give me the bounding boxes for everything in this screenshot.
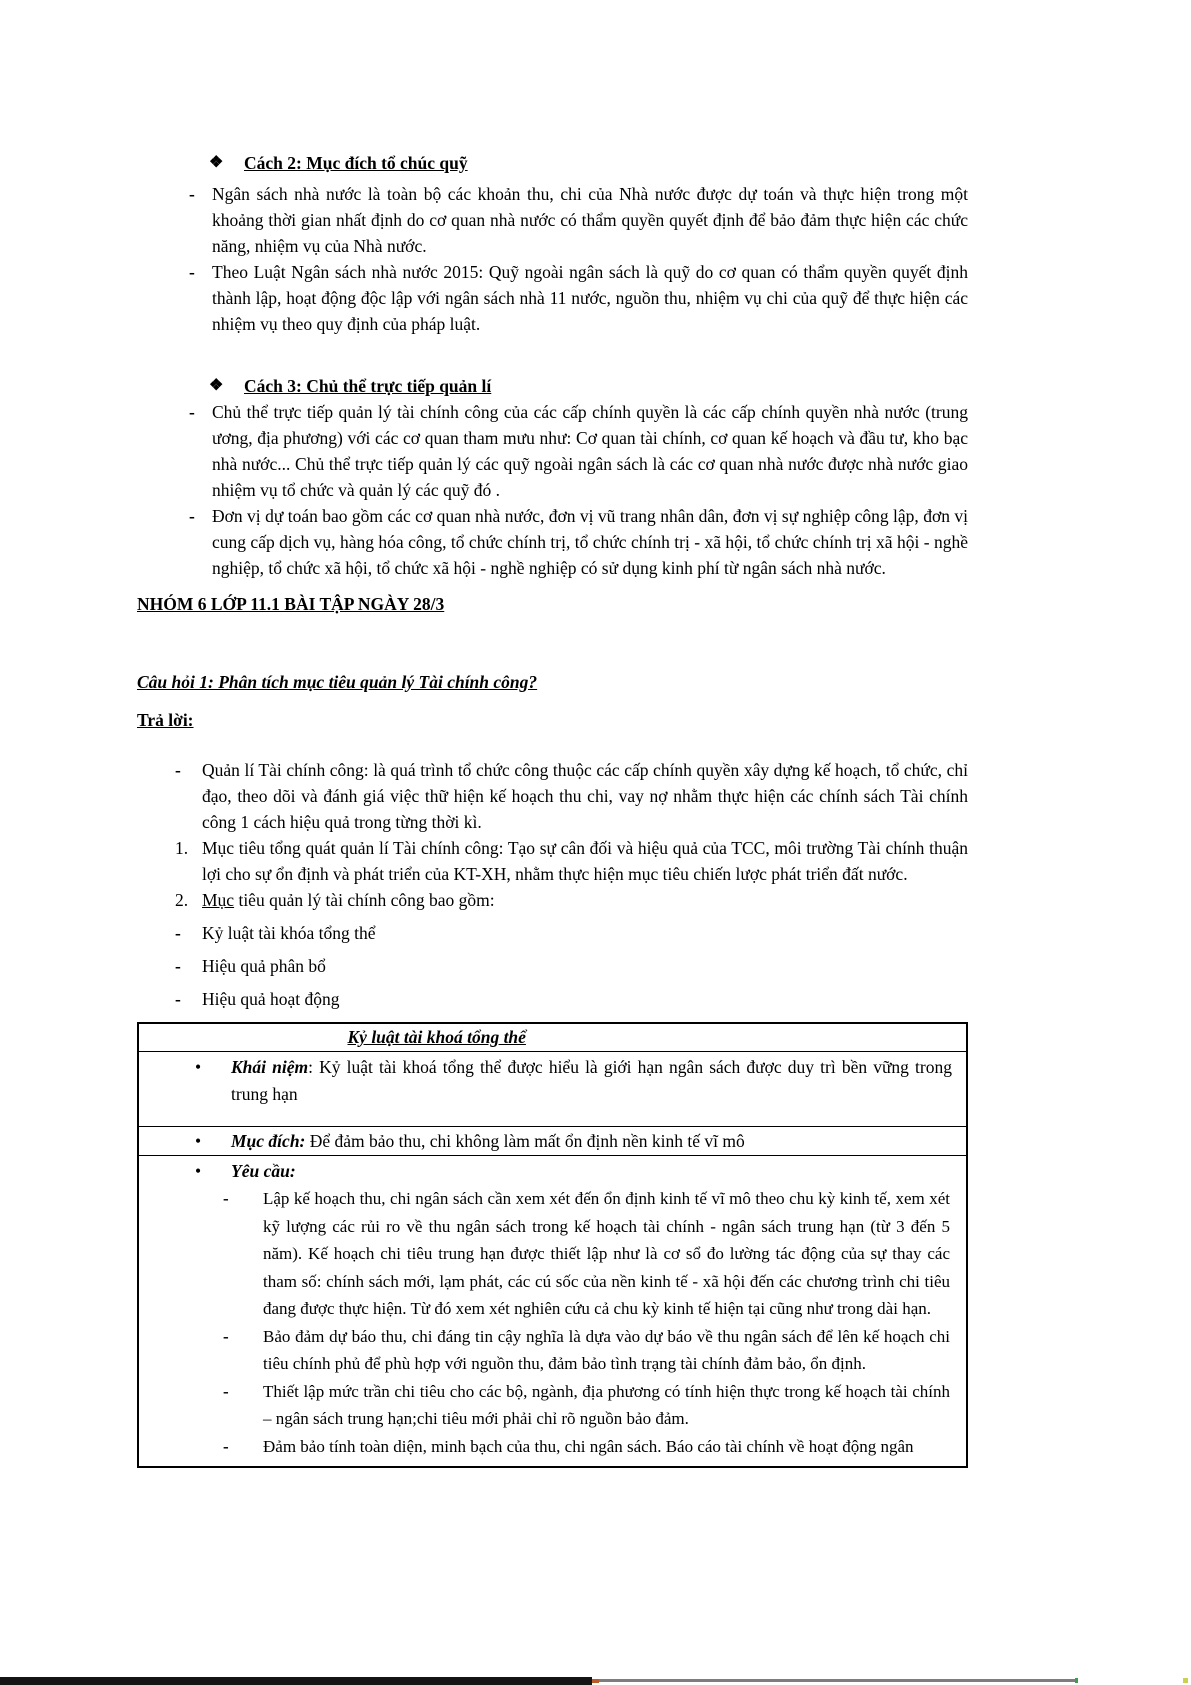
dash-bullet-icon: - <box>189 262 195 282</box>
footer-yellow-dot <box>1183 1678 1188 1683</box>
list-item <box>137 399 968 503</box>
diamond-bullet-icon: ❖ <box>209 377 224 394</box>
dash-bullet-icon: - <box>223 1381 229 1401</box>
document-content <box>137 0 968 1468</box>
requirement-item <box>139 1185 952 1323</box>
row-label: Yêu cầu: <box>231 1161 296 1181</box>
section-heading-cach-3 <box>137 373 968 399</box>
row-label: Khái niệm <box>231 1057 309 1077</box>
bullet-icon: • <box>195 1131 202 1151</box>
dash-bullet-icon: - <box>175 956 181 976</box>
paragraph-text: Hiệu quả hoạt động <box>202 989 340 1009</box>
paragraph-text: Bảo đảm dự báo thu, chi đáng tin cậy nghĩa là dựa vào dự báo về thu ngân sách để lên kế hoạch chi tiêu chính phủ để phù hợp với nguồn thu, đảm bảo tình trạng tài chính đảm bảo, ổn định. <box>263 1326 950 1373</box>
fiscal-discipline-table <box>137 1022 968 1468</box>
paragraph-text: Quản lí Tài chính công: là quá trình tổ chức công thuộc các cấp chính quyền xây dựng kế hoạch, tổ chức, chỉ đạo, theo dõi và đánh giá việc thữ hiện kế hoạch thu chi, vay nợ nhằm thực hiện các chính sách Tài chính công 1 cách hiệu quả trong từng thời kì. <box>202 760 968 832</box>
paragraph-text: Đơn vị dự toán bao gồm các cơ quan nhà nước, đơn vị vũ trang nhân dân, đơn vị sự nghiệp công lập, đơn vị cung cấp dịch vụ, hàng hóa công, tổ chức chính trị, tổ chức chính trị - xã hội, tổ chức chính trị xã hội - nghề nghiệp, tổ chức xã hội, tổ chức xã hội - nghề nghiệp có sử dụng kinh phí từ ngân sách nhà nước. <box>212 506 968 578</box>
table-cell <box>139 1158 952 1185</box>
list-number: 1. <box>175 838 189 858</box>
answer-sub-bullet <box>137 986 968 1012</box>
list-item <box>137 181 968 259</box>
table-cell <box>139 1054 952 1108</box>
table-title: Kỷ luật tài khoá tổng thể <box>347 1027 526 1047</box>
row-label: Mục đích: <box>231 1131 306 1151</box>
answer-list-item <box>137 757 968 835</box>
dash-bullet-icon: - <box>223 1436 229 1456</box>
section-heading-text: Cách 2: Mục đích tổ chúc quỹ <box>244 153 468 173</box>
list-number: 2. <box>175 890 189 910</box>
requirement-item <box>139 1323 952 1378</box>
bullet-icon: • <box>195 1161 202 1181</box>
dash-bullet-icon: - <box>223 1189 229 1208</box>
paragraph-text: Lập kế hoạch thu, chi ngân sách cần xem xét đến ổn định kinh tế vĩ mô theo chu kỳ kinh tế, xem xét kỹ lượng các rủi ro về thu ngân sách trong kế hoạch tài chính - ngân sách trung hạn (từ 3 đến 5 năm). Kế hoạch chi tiêu trung hạn được thiết lập như là cơ sổ đo lường tác động của sự thay các tham số: chính sách mới, lạm phát, các cú sốc của nền kinh tế - xã hội đến các chương trình chi tiêu đang được thực hiện. Từ đó xem xét nghiên cứu cả chu kỳ kinh tế hiện tại cũng như trong dài hạn. <box>263 1189 950 1318</box>
dash-bullet-icon: - <box>175 760 181 780</box>
question-heading: Câu hỏi 1: Phân tích mục tiêu quản lý Tài chính công? <box>137 672 538 692</box>
footer-orange-marker <box>592 1679 599 1683</box>
paragraph-text: Thiết lập mức trần chi tiêu cho các bộ, ngành, địa phương có tính hiện thực trong kế hoạch tài chính – ngân sách trung hạn;chi tiêu mới phải chỉ rõ nguồn bảo đảm. <box>263 1381 950 1428</box>
paragraph-text: tiêu quản lý tài chính công bao gồm: <box>234 890 495 910</box>
list-item <box>137 503 968 581</box>
answer-label: Trả lời: <box>137 710 194 730</box>
paragraph-text: Hiệu quả phân bổ <box>202 956 326 976</box>
paragraph-text: Đảm bảo tính toàn diện, minh bạch của thu, chi ngân sách. Báo cáo tài chính về hoạt động ngân <box>263 1436 914 1456</box>
paragraph-text: Ngân sách nhà nước là toàn bộ các khoản thu, chi của Nhà nước được dự toán và thực hiện trong một khoảng thời gian nhất định do cơ quan nhà nước có thẩm quyền quyết định để bảo đảm thực hiện các chức năng, nhiệm vụ của Nhà nước. <box>212 184 968 256</box>
answer-sub-bullet <box>137 953 968 979</box>
section-heading-text: Cách 3: Chủ thể trực tiếp quản lí <box>244 376 492 396</box>
diamond-bullet-icon: ❖ <box>209 154 224 171</box>
paragraph-text: Theo Luật Ngân sách nhà nước 2015: Quỹ ngoài ngân sách là quỹ do cơ quan có thẩm quyền quyết định thành lập, hoạt động độc lập với ngân sách nhà 11 nước, nguồn thu, nhiệm vụ chi của quỹ để thực hiện các nhiệm vụ theo quy định của pháp luật. <box>212 262 968 334</box>
bullet-icon: • <box>195 1057 202 1077</box>
table-cell <box>139 1129 952 1153</box>
row-text: : Kỷ luật tài khoá tổng thể được hiểu là giới hạn ngân sách được duy trì bền vững trong trung hạn <box>231 1057 952 1104</box>
paragraph-text: Mục tiêu tổng quát quản lí Tài chính công: Tạo sự cân đối và hiệu quả của TCC, môi trường Tài chính thuận lợi cho sự ổn định và phát triển của KT-XH, nhằm thực hiện mục tiêu chiến lược phát triển đất nước. <box>202 838 968 884</box>
footer-progress-bar <box>0 1677 592 1685</box>
underlined-word: Mục <box>202 890 235 910</box>
table-row-khai-niem <box>139 1052 966 1127</box>
dash-bullet-icon: - <box>175 989 181 1009</box>
table-row-yeu-cau <box>139 1156 966 1466</box>
answer-sub-bullet <box>137 920 968 946</box>
footer-green-tick <box>1075 1678 1078 1683</box>
answer-list-item-numbered <box>137 887 968 913</box>
section-heading-cach-2 <box>137 150 968 176</box>
answer-list-item-numbered <box>137 835 968 887</box>
requirement-item <box>139 1433 952 1461</box>
table-row-muc-dich <box>139 1127 966 1156</box>
paragraph-text: Kỷ luật tài khóa tổng thể <box>202 923 376 943</box>
dash-bullet-icon: - <box>189 184 195 204</box>
row-text: Để đảm bảo thu, chi không làm mất ổn định nền kinh tế vĩ mô <box>305 1131 745 1151</box>
dash-bullet-icon: - <box>223 1326 229 1346</box>
list-item <box>137 259 968 337</box>
dash-bullet-icon: - <box>189 506 195 526</box>
dash-bullet-icon: - <box>175 923 181 943</box>
footer-gray-line <box>599 1679 1075 1682</box>
table-title-row <box>139 1024 966 1052</box>
paragraph-text: Chủ thể trực tiếp quản lý tài chính công của các cấp chính quyền là các cấp chính quyền nhà nước (trung ương, địa phương) với các cơ quan tham mưu như: Cơ quan tài chính, cơ quan kế hoạch và đầu tư, kho bạc nhà nước... Chủ thể trực tiếp quản lý các quỹ ngoài ngân sách là các cơ quan nhà nước được nhà nước giao nhiệm vụ tổ chức và quản lý các quỹ đó . <box>212 402 968 500</box>
dash-bullet-icon: - <box>189 402 195 422</box>
group-title: NHÓM 6 LỚP 11.1 BÀI TẬP NGÀY 28/3 <box>137 594 445 614</box>
requirement-item <box>139 1378 952 1433</box>
